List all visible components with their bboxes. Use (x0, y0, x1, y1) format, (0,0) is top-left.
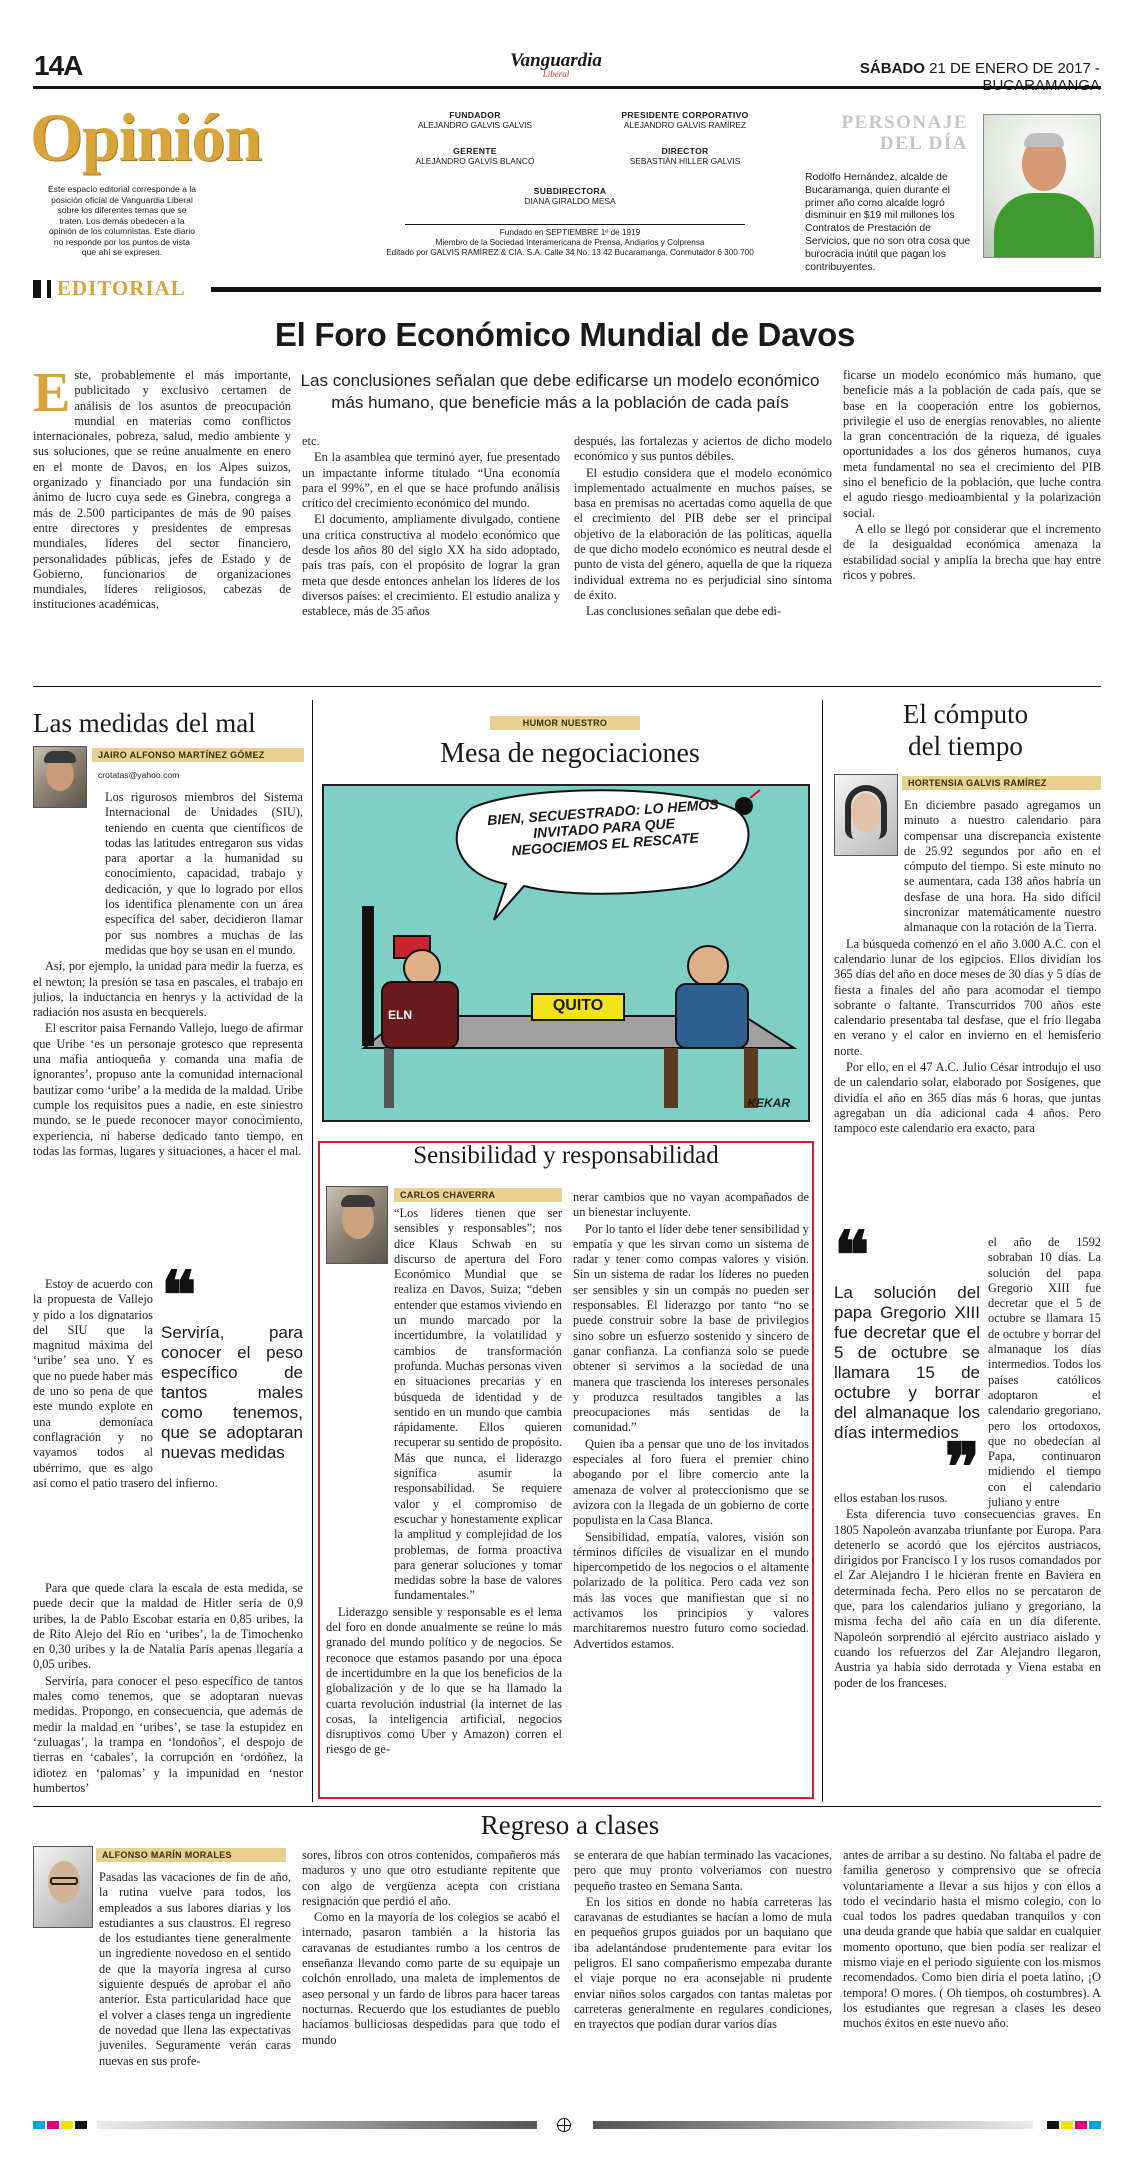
page-number: 14A (34, 50, 83, 81)
right-column-body (834, 798, 1101, 1137)
editorial-label-bar (33, 276, 1101, 300)
founded-block (360, 228, 780, 258)
newspaper-logo-text: Vanguardia (510, 50, 602, 71)
bottom-col-3-p2: En los sitios en donde no había carreteras las caravanas de estudiantes se hacían a lomo de mula en pequeños grupos guiados por un baquiano que iba adelantándose prudentemente para evitar los peligros. El sano compañerismo empezaba durante el viaje porque no era aconsejable ni prudente enviar niños solos cargados con tantas maletas por carreteras generalmente en regulares condiciones, en trayectos que podían durar varios días (574, 1894, 832, 2032)
bottom-col-1 (33, 1870, 291, 2069)
right-column-p3: Por ello, en el 47 A.C. Julio César introdujo el uso de un calendario solar, elaborado por Sosígenes, que dividía el año en 365 días más 6 horas, que juntas agregaban un día adicional cada 4 años. Pero tampoco este calendario era exacto, para (834, 1060, 1101, 1136)
bottom-col-2-p2: Como en la mayoría de los colegios se acabó el internado, pasaron también a la historia las caravanas de estudiantes rumbo a los centros de enseñanza llevando como parte de su equipaje un colchón enrollado, una maleta de implementos de aseo personal y un fardo de libros para hacer tareas nocturnas. Recuerdo que los estudiantes de pueblo hacíamos bulliciosas despedidas para que todo el mundo (302, 1910, 560, 2047)
editorial-col-1 (33, 362, 291, 613)
left-column-tail-p2: Serviría, para conocer el peso específico de tantos males como tenemos, que se adoptaran nuevas medidas. Propongo, en consecuencia, que además de medir la maldad en ‘uribes’, se tase la estupidez en ‘zuluagas’, la trampa en ‘londoños’, el despojo de tierras en ‘cabales’, la corrupción en ‘ordóñez, la idiotez en ‘palomas’ y la impunidad en ‘nestor humbertos’ (33, 1673, 303, 1795)
bottom-author-byline: ALFONSO MARÍN MORALES (96, 1848, 286, 1862)
staff-founder (360, 110, 590, 130)
staff-director (560, 146, 810, 166)
editorial-bottom-rule (33, 686, 1101, 687)
cartoon-image (322, 784, 810, 1122)
staff-subdirector (430, 186, 710, 206)
staff-president-role: PRESIDENTE CORPORATIVO (621, 110, 749, 120)
print-color-bar (33, 2118, 1101, 2132)
personaje-title-line-1: PERSONAJE (841, 112, 968, 133)
founded-line-3: Editado por GALVIS RAMÍREZ & CIA. S.A. Calle 34 No. 13 42 Bucaramanga. Conmutador 6 300 700 (386, 248, 754, 257)
page-date-rest: 21 DE ENERO DE 2017 - (929, 60, 1100, 77)
bottom-col-2-p1: sores, libros con otros contenidos, compañeros más maduros y uno que otro estudiante repitente que con algo de vergüenza acepta con cristiana resignación que perdió el año. (302, 1848, 560, 1908)
left-column-divider (312, 700, 313, 1802)
staff-president (560, 110, 810, 130)
right-column-wrap (834, 1220, 1101, 1510)
left-author-byline: JAIRO ALFONSO MARTÍNEZ GÓMEZ (92, 748, 304, 762)
highlight-col-1-p2: Liderazgo sensible y responsable es el lema del foro en donde anualmente se reúne lo más granado del mundo político y de negocios. Se reconoce que estamos pasando por una época de incertidumbre en la que los beneficios de la globalización y de lo que se ha llamado la cuarta revolución industrial (la internet de las cosas, la inteligencia artificial, negocios disruptivos como Uber y Amazon) corren el riesgo de ge- (326, 1604, 562, 1757)
bottom-section-rule (33, 1806, 1101, 1807)
left-quote-open-icon: ❝ (161, 1260, 197, 1333)
cartoon-title: Mesa de negociaciones (440, 738, 700, 769)
cartoon-signature: KEKAR (747, 1096, 790, 1110)
editorial-deck: Las conclusiones señalan que debe edificarse un modelo económico más humano, que beneficie más a la población de cada país (300, 371, 820, 412)
highlight-col-1 (326, 1206, 562, 1758)
staff-manager-role: GERENTE (453, 146, 497, 156)
editorial-col-4 (843, 368, 1101, 583)
staff-divider (405, 224, 745, 225)
right-column-wrap-p: el año de 1592 sobraban 10 días. La solución del papa Gregorio XIII fue decretar que el 5 de octubre se llamara 15 de octubre y borrar del almanaque los días intermedios. Todos los países católicos adoptaron el calendario gregoriano, pero los ortodoxos, que no obedecían al Papa, continuaron midiendo el tiempo con el calendario juliano y entre (988, 1235, 1101, 1510)
editorial-col-3-p2: El estudio considera que el modelo económico implementado actualmente en muchos países, se basa en premisas no acertadas como aquella de que el crecimiento del PIB debe ser el principal objetivo de la elaboración de las políticas, aquella de que dicho modelo económico es neutral desde el punto de vista del género, aquella de que la riqueza individual extrema no es perjudicial sino síntoma de éxito. (574, 465, 832, 602)
right-quote-open-icon: ❝ (834, 1220, 870, 1293)
editorial-col-2-p3: El documento, ampliamente divulgado, contiene una crítica constructiva al modelo económico que desde los años 80 del siglo XX ha sido adoptado, país tras país, con el propósito de lograr la gran meta que desde entonces anhelan los líderes de los diversos países: el crecimiento. El estudio analiza y establece, más de 35 años (302, 512, 560, 619)
highlight-col-1-p1: “Los líderes tienen que ser sensibles y responsables”; nos dice Klaus Schwab en su discurso de apertura del Foro Económico Mundial que se realiza en Davos, Suiza; “deben entender que estamos viviendo en un mundo marcado por la incertidumbre, la volatilidad y cambios de transformación profunda. Muchas personas viven en situaciones precarias y en búsqueda de identidad y de sentido en un mundo que cambia rápidamente. Ellos quieren recuperar su sentido de propósito. Más que nunca, el liderazgo significa asumir la responsabilidad. Se requiere valor y el compromiso de escuchar y honestamente explicar la amplitud y complejidad de los problemas, de forma proactiva para generar soluciones y tomar medidas sobre la base de valores fundamentales.” (394, 1206, 562, 1603)
newspaper-logo (476, 52, 636, 79)
highlight-col-2-p2: Por lo tanto el líder debe tener sensibilidad y empatía y que les sirvan como un sistema de radar y tener como compas valores y visión. Sin un sistema de radar los líderes no pueden ser sensibles y sin un compás no pueden ser responsables. El liderazgo por tanto “no se puede construir sobre la base de privilegios sino sobre un esfuerzo sostenido y sincero de ganar confianza. La confianza solo se puede obtener si servimos a la sociedad de una manera que trascienda los intereses personales y produzca resultados tangibles a las preocupaciones más sentidas de la comunidad.” (573, 1221, 809, 1435)
founded-line-1: Fundado en SEPTIEMBRE 1º de 1919 (499, 228, 641, 237)
personaje-title (838, 112, 968, 154)
editorial-col-3 (574, 434, 832, 620)
editorial-col-2-p2: En la asamblea que terminó ayer, fue presentado un impactante informe titulado “Una economía para el 99%”, en el que se hace profundo análisis crítico del crecimiento económico del mundo. (302, 450, 560, 511)
personaje-photo (983, 114, 1101, 258)
right-column-tail-p2: Esta diferencia tuvo consecuencias graves. En 1805 Napoleón avanzaba triunfante por Europa. Para detenerlo se acordó que los ejércitos austriacos, dirigidos por Francisco I y los rusos comandados por el Zar Alejandro I le hicieran frente en Baviera en determinada fecha. Pero ellos no se percataron de que, para los calendarios juliano y gregoriano, la misma fecha del año caía en un día diferente. Napoleón sorprendió al ejército austriaco aislado y cuando los refuerzos del Zar Alejandro llegaron, Austria ya había sido derrotada y Viena estaba en poder de los franceses. (834, 1507, 1101, 1690)
left-column-p2: El escritor paisa Fernando Vallejo, luego de afirmar que Uribe ‘es un personaje grotesco que representa una mafia antioqueña y comanda una mafia de ignorantes’, propuso ante la comunidad internacional bautizar como ‘uribe’ a la medida de la maldad. Uribe cumple los requisitos pues a nadie, en este siniestro mundo, se le puede reconocer mayor conocimiento, experiencia, ni haberse dedicado tanto tiempo, en todas las formas, lugares y situaciones, a hacer el mal. (33, 1021, 303, 1158)
highlight-col-2-p1: nerar cambios que no vayan acompañados de un bienestar incluyente. (573, 1190, 809, 1220)
bottom-col-4 (843, 1848, 1101, 2032)
staff-president-name: ALEJANDRO GALVIS RAMÍREZ (623, 120, 747, 130)
personaje-hair (1024, 133, 1064, 147)
left-pull-quote (161, 1260, 303, 1463)
bottom-col-1-p1: Pasadas las vacaciones de fin de año, la rutina vuelve para todos, los empleados a sus labores diarias y los estudiantes a sus claustros. El regreso de los estudiantes tiene generalmente un ingrediente novedoso en el sentido de que la mayoría ingresa al curso siguiente después de aprobar el año anterior. Esta particularidad hace que el volver a clases tenga un ingrediente de novedad que llena las expectativas juveniles. Seguramente verán caras nuevas en sus profe- (99, 1870, 291, 2068)
left-column-tail-p1: Para que quede clara la escala de esta medida, se puede decir que la maldad de Hitler sería de 0,9 uribes, la de Pablo Escobar estaría en 0,85 uribes, la de Rito Alejo del Río en ‘uribes’, la de Timochenko en 0,30 uribes y la de Natalia París apenas llegaría a 0,05 uribes. (33, 1581, 303, 1672)
editorial-col-2 (302, 434, 560, 620)
cartoon-section-label: HUMOR NUESTRO (490, 716, 640, 730)
right-author-byline: HORTENSIA GALVIS RAMÍREZ (902, 776, 1101, 790)
editorial-col-1-text: ste, probablemente el más importante, publicitado y exclusivo certamen de análisis de los asuntos de preocupación mundial en materias como conflictos internacionales, pobreza, salud, medio ambiente y sus soluciones, que se reúne anualmente en enero en el monte de Davos, en los Alpes suizos, organizado y financiado por una fundación sin ánimo de lucro cuya sede es Ginebra, congrega a más de 2.500 participantes de más de 90 países entre directores y presidentes de empresas mundiales, líderes del sector financiero, personalidades públicas, jefes de Estado y de Gobierno, funcionarios de organizaciones mundiales, líderes religiosos, cabezas de instituciones académicas, (33, 368, 291, 612)
right-quote-close-icon: ❞ (944, 1432, 980, 1505)
bottom-title: Regreso a clases (480, 1810, 660, 1840)
right-pull-quote-text: La solución del papa Gregorio XIII fue decretar que el 5 de octubre se llamara 15 de octubre y borrar del almanaque los días intermedios (834, 1283, 980, 1442)
bottom-col-2 (302, 1848, 560, 2048)
registration-mark-icon (557, 2118, 571, 2132)
editorial-dropcap: E (33, 362, 71, 424)
left-column-wrap (33, 1260, 303, 1491)
editorial-col-4-p1: ficarse un modelo económico más humano, que beneficie más a la población de cada país, que se base en la cooperación entre los gobiernos, privilegie el uso de energías renovables, no aliente la gran concentración de la riqueza, dé iguales oportunidades a los dos géneros humanos, cuya meta fundamental no sea el crecimiento del PIB sino el beneficio de la población, que luche contra el agudo riesgo medioambiental y la polarización social. (843, 368, 1101, 520)
staff-manager (360, 146, 590, 166)
editorial-col-3-p3: Las conclusiones señalan que debe edi- (586, 604, 782, 619)
bottom-col-3-p1: se enterara de que habían terminado las vacaciones, pero que muy pronto volveríamos con nuestro pequeño trasteo en Semana Santa. (574, 1848, 832, 1893)
editorial-col-3-p1: después, las fortalezas y aciertos de dicho modelo económico y sus puntos débiles. (574, 434, 832, 464)
highlight-author-byline: CARLOS CHAVERRA (394, 1188, 562, 1202)
personaje-title-line-2: DEL DÍA (879, 133, 968, 154)
personaje-text: Rodolfo Hernández, alcalde de Bucaramanga, quien durante el primer año como alcalde logró disminuir en $19 mil millones los Contratos de Prestación de Servicios, que no son otra cosa que burocracia inútil que pagan los contribuyentes. (805, 172, 971, 273)
founded-line-2: Miembro de la Sociedad Interamericana de Prensa, Andiarios y Colprensa (435, 238, 705, 247)
left-column-tail (33, 1581, 303, 1796)
bottom-col-3 (574, 1848, 832, 2033)
cartoon-sign: QUITO (552, 997, 604, 1014)
left-column-intro: Los rigurosos miembros del Sistema Internacional de Unidades (SIU), teniendo en cuenta que científicos de todas las latitudes entregaron sus vidas para aportar a la humanidad su conocimiento, capacidad, trabajo y dedicación, y que lo logrado por ellos los identifica plenamente con un área específica del saber, decidieron llamar por sus nombres a muchas de las medidas que hoy se usan en el mundo. (105, 790, 303, 957)
staff-director-name: SEBASTIÁN HILLER GALVIS (629, 156, 741, 166)
right-column-tail (834, 1491, 1101, 1691)
left-column-p1: Así, por ejemplo, la unidad para medir la fuerza, es el newton; la presión se tasa en pascales, el trabajo en julios, la inductancia en henrys y la actividad de la radiación nos asusta en becquerels. (33, 959, 303, 1020)
bottom-col-4-p1: antes de arribar a su destino. No faltaba el padre de familia generoso y comprensivo que se ofrecía voluntariamente a llevar a sus hijos y con ellos a todo el vecindario hasta el mismo colegio, con lo cual todos los padres quedaban tranquilos y con una deuda grande que había que saldar en cualquier momento oportuno, que bien podía ser realizar el mismo viaje en el periodo siguiente con los mismos recomendados. Como bien diría el poeta latino, ¡O tempora! O mores. ( Oh tiempos, oh costumbres). A los estudiantes que regresan a clases les deseo muchos éxitos en este nuevo año. (843, 1848, 1101, 2031)
cartoon-armband: ELN (388, 1008, 412, 1022)
newspaper-logo-sub: Liberal (542, 69, 570, 79)
page-date-day: SÁBADO (859, 60, 925, 77)
staff-director-role: DIRECTOR (661, 146, 709, 156)
personaje-shirt (994, 193, 1094, 258)
right-column-title (830, 698, 1101, 762)
editorial-disclaimer: Este espacio editorial corresponde a la posición oficial de Vanguardia Liberal sobre los diferentes temas que se traten. Los demás obedecen a la opinión de los columnistas. Este diario no responde por los puntos de vista que ahí se expresen. (47, 184, 197, 257)
staff-subdirector-role: SUBDIRECTORA (533, 186, 607, 196)
left-column-wrap-p: Estoy de acuerdo con la propuesta de Vallejo y pido a los dignatarios del SIU que la magnitud máxima del ‘uribe’ sea uno. Y es que no puede haber más de uno so pena de que este mundo explote en una demoníaca conflagración y no vayamos todos al ubérrimo, que es algo así como el patio trasero del infierno. (33, 1277, 218, 1490)
cartoon-speech: BIEN, SECUESTRADO: LO HEMOS INVITADO PARA QUE NEGOCIEMOS EL RESCATE (486, 795, 720, 859)
staff-founder-role: FUNDADOR (449, 110, 501, 120)
header-top-rule (33, 86, 1101, 89)
section-title: Opinión (30, 99, 262, 175)
highlight-col-2 (573, 1190, 809, 1652)
right-column-title-line-2: del tiempo (908, 731, 1023, 761)
staff-manager-name: ALEJANDRO GALVIS BLANCO (415, 156, 535, 166)
editorial-label: EDITORIAL (57, 276, 186, 300)
staff-subdirector-name: DIANA GIRALDO MESA (524, 196, 616, 206)
left-column-body (33, 790, 303, 1159)
staff-founder-name: ALEJANDRO GALVIS GALVIS (417, 120, 533, 130)
left-column-title: Las medidas del mal (33, 708, 256, 738)
highlight-title: Sensibilidad y responsabilidad (413, 1142, 719, 1169)
left-author-email: crotatas@yahoo.com (98, 770, 180, 780)
right-column-p2: La búsqueda comenzó en el año 3.000 A.C. con el calendario lunar de los egipcios. Ellos dividían los 365 días del año en doce meses de 30 días y 5 días de fiesta a finales del año para acomodar el tiempo sobrante o faltante. Transcurridos 700 años este calendario presentaba tal desfase, que el frío llegaba en verano y el calor en invierno en el hemisferio norte. (834, 936, 1101, 1058)
right-column-divider (822, 700, 823, 1802)
right-column-title-line-1: El cómputo (902, 699, 1029, 729)
highlight-col-2-p4: Sensibilidad, empatía, valores, visión son términos difíciles de visualizar en el mundo hipercompetido de los negocios o el altamente polarizado de la política. Pero cada vez son más las voces que manifiestan que si no activamos los principios y valores marchitaremos nuestro futuro como sociedad. Advertidos estamos. (573, 1529, 809, 1651)
editorial-title: El Foro Económico Mundial de Davos (274, 316, 856, 353)
right-column-p1: En diciembre pasado agregamos un minuto a nuestro calendario para compensar una discrepancia existente de 25.92 segundos por año en el cómputo del tiempo. Si este minuto no se aumentara, cada 138 años habría un desfase de una hora. Ha sido difícil sincronizar matemáticamente nuestro almanaque con la rotación de la Tierra. (904, 798, 1101, 935)
editorial-col-4-p2: A ello se llegó por considerar que el incremento de la desigualdad económica amenaza la estabilidad social y amplía la brecha que hay entre ricos y pobres. (843, 521, 1101, 582)
left-pull-quote-text: Serviría, para conocer el peso específico de tantos males como tenemos, que se adoptaran nuevas medidas (161, 1323, 303, 1462)
editorial-col-2-p1: etc. (302, 434, 320, 448)
highlight-col-2-p3: Quien iba a pensar que uno de los invitados especiales al foro fuera el premier chino abogando por el libre comercio ante la amenaza de volver al proteccionismo que se avizora con la llegada de un gobierno de corte populista en la Casa Blanca. (573, 1436, 809, 1528)
right-column-tail-p1: ellos estaban los rusos. (834, 1491, 948, 1505)
